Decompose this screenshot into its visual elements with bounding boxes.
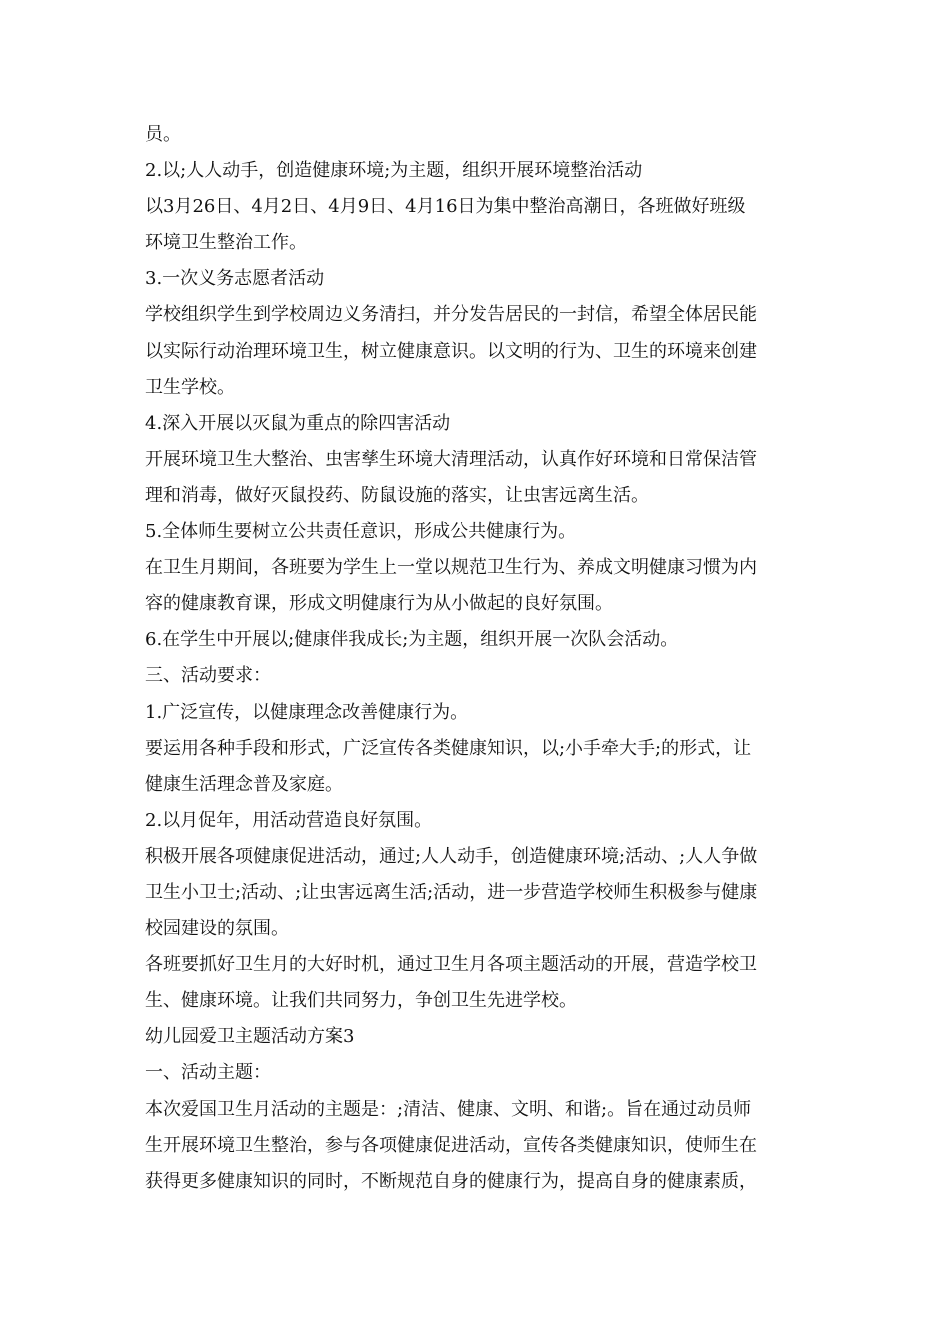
text-line: 生开展环境卫生整治，参与各项健康促进活动，宣传各类健康知识，使师生在 <box>145 1134 757 1156</box>
text-line: 校园建设的氛围。 <box>145 918 289 940</box>
text-line: 卫生学校。 <box>145 376 235 398</box>
text-line: 本次爱国卫生月活动的主题是：;清洁、健康、文明、和谐;。旨在通过动员师 <box>145 1098 752 1120</box>
document-title: 幼儿园爱卫主题活动方案3 <box>145 1026 355 1048</box>
text-line: 开展环境卫生大整治、虫害孳生环境大清理活动，认真作好环境和日常保洁管 <box>145 448 757 470</box>
document-body <box>145 117 825 1200</box>
text-line: 学校组织学生到学校周边义务清扫，并分发告居民的一封信，希望全体居民能 <box>145 304 757 326</box>
text-line: 卫生小卫士;活动、;让虫害远离生活;活动，进一步营造学校师生积极参与健康 <box>145 881 758 903</box>
text-line: 以实际行动治理环境卫生，树立健康意识。以文明的行为、卫生的环境来创建 <box>145 340 757 362</box>
text-line: 4.深入开展以灭鼠为重点的除四害活动 <box>145 412 451 434</box>
text-line: 3.一次义务志愿者活动 <box>145 268 325 290</box>
text-line: 在卫生月期间，各班要为学生上一堂以规范卫生行为、养成文明健康习惯为内 <box>145 557 757 579</box>
text-line: 6.在学生中开展以;健康伴我成长;为主题，组织开展一次队会活动。 <box>145 629 679 651</box>
text-line: 员。 <box>145 124 181 145</box>
text-line: 以3月26日、4月2日、4月9日、4月16日为集中整治高潮日，各班做好班级 <box>145 196 746 218</box>
text-line: 5.全体师生要树立公共责任意识，形成公共健康行为。 <box>145 521 577 543</box>
text-line: 获得更多健康知识的同时，不断规范自身的健康行为，提高自身的健康素质， <box>145 1170 757 1192</box>
text-line: 要运用各种手段和形式，广泛宣传各类健康知识，以;小手牵大手;的形式，让 <box>145 737 752 759</box>
text-line: 2.以月促年，用活动营造良好氛围。 <box>145 809 433 831</box>
text-line: 2.以;人人动手，创造健康环境;为主题，组织开展环境整治活动 <box>145 160 643 182</box>
text-line: 1.广泛宣传，以健康理念改善健康行为。 <box>145 701 469 723</box>
text-line: 环境卫生整治工作。 <box>145 232 307 254</box>
text-line: 生、健康环境。让我们共同努力，争创卫生先进学校。 <box>145 990 577 1012</box>
text-line: 理和消毒，做好灭鼠投药、防鼠设施的落实，让虫害远离生活。 <box>145 484 649 506</box>
text-line: 积极开展各项健康促进活动，通过;人人动手，创造健康环境;活动、;人人争做 <box>145 845 758 867</box>
text-line: 健康生活理念普及家庭。 <box>145 773 343 795</box>
text-line: 容的健康教育课，形成文明健康行为从小做起的良好氛围。 <box>145 593 613 615</box>
section-heading: 三、活动要求： <box>145 665 271 687</box>
section-heading: 一、活动主题： <box>145 1062 271 1084</box>
text-line: 各班要抓好卫生月的大好时机，通过卫生月各项主题活动的开展，营造学校卫 <box>145 954 757 976</box>
